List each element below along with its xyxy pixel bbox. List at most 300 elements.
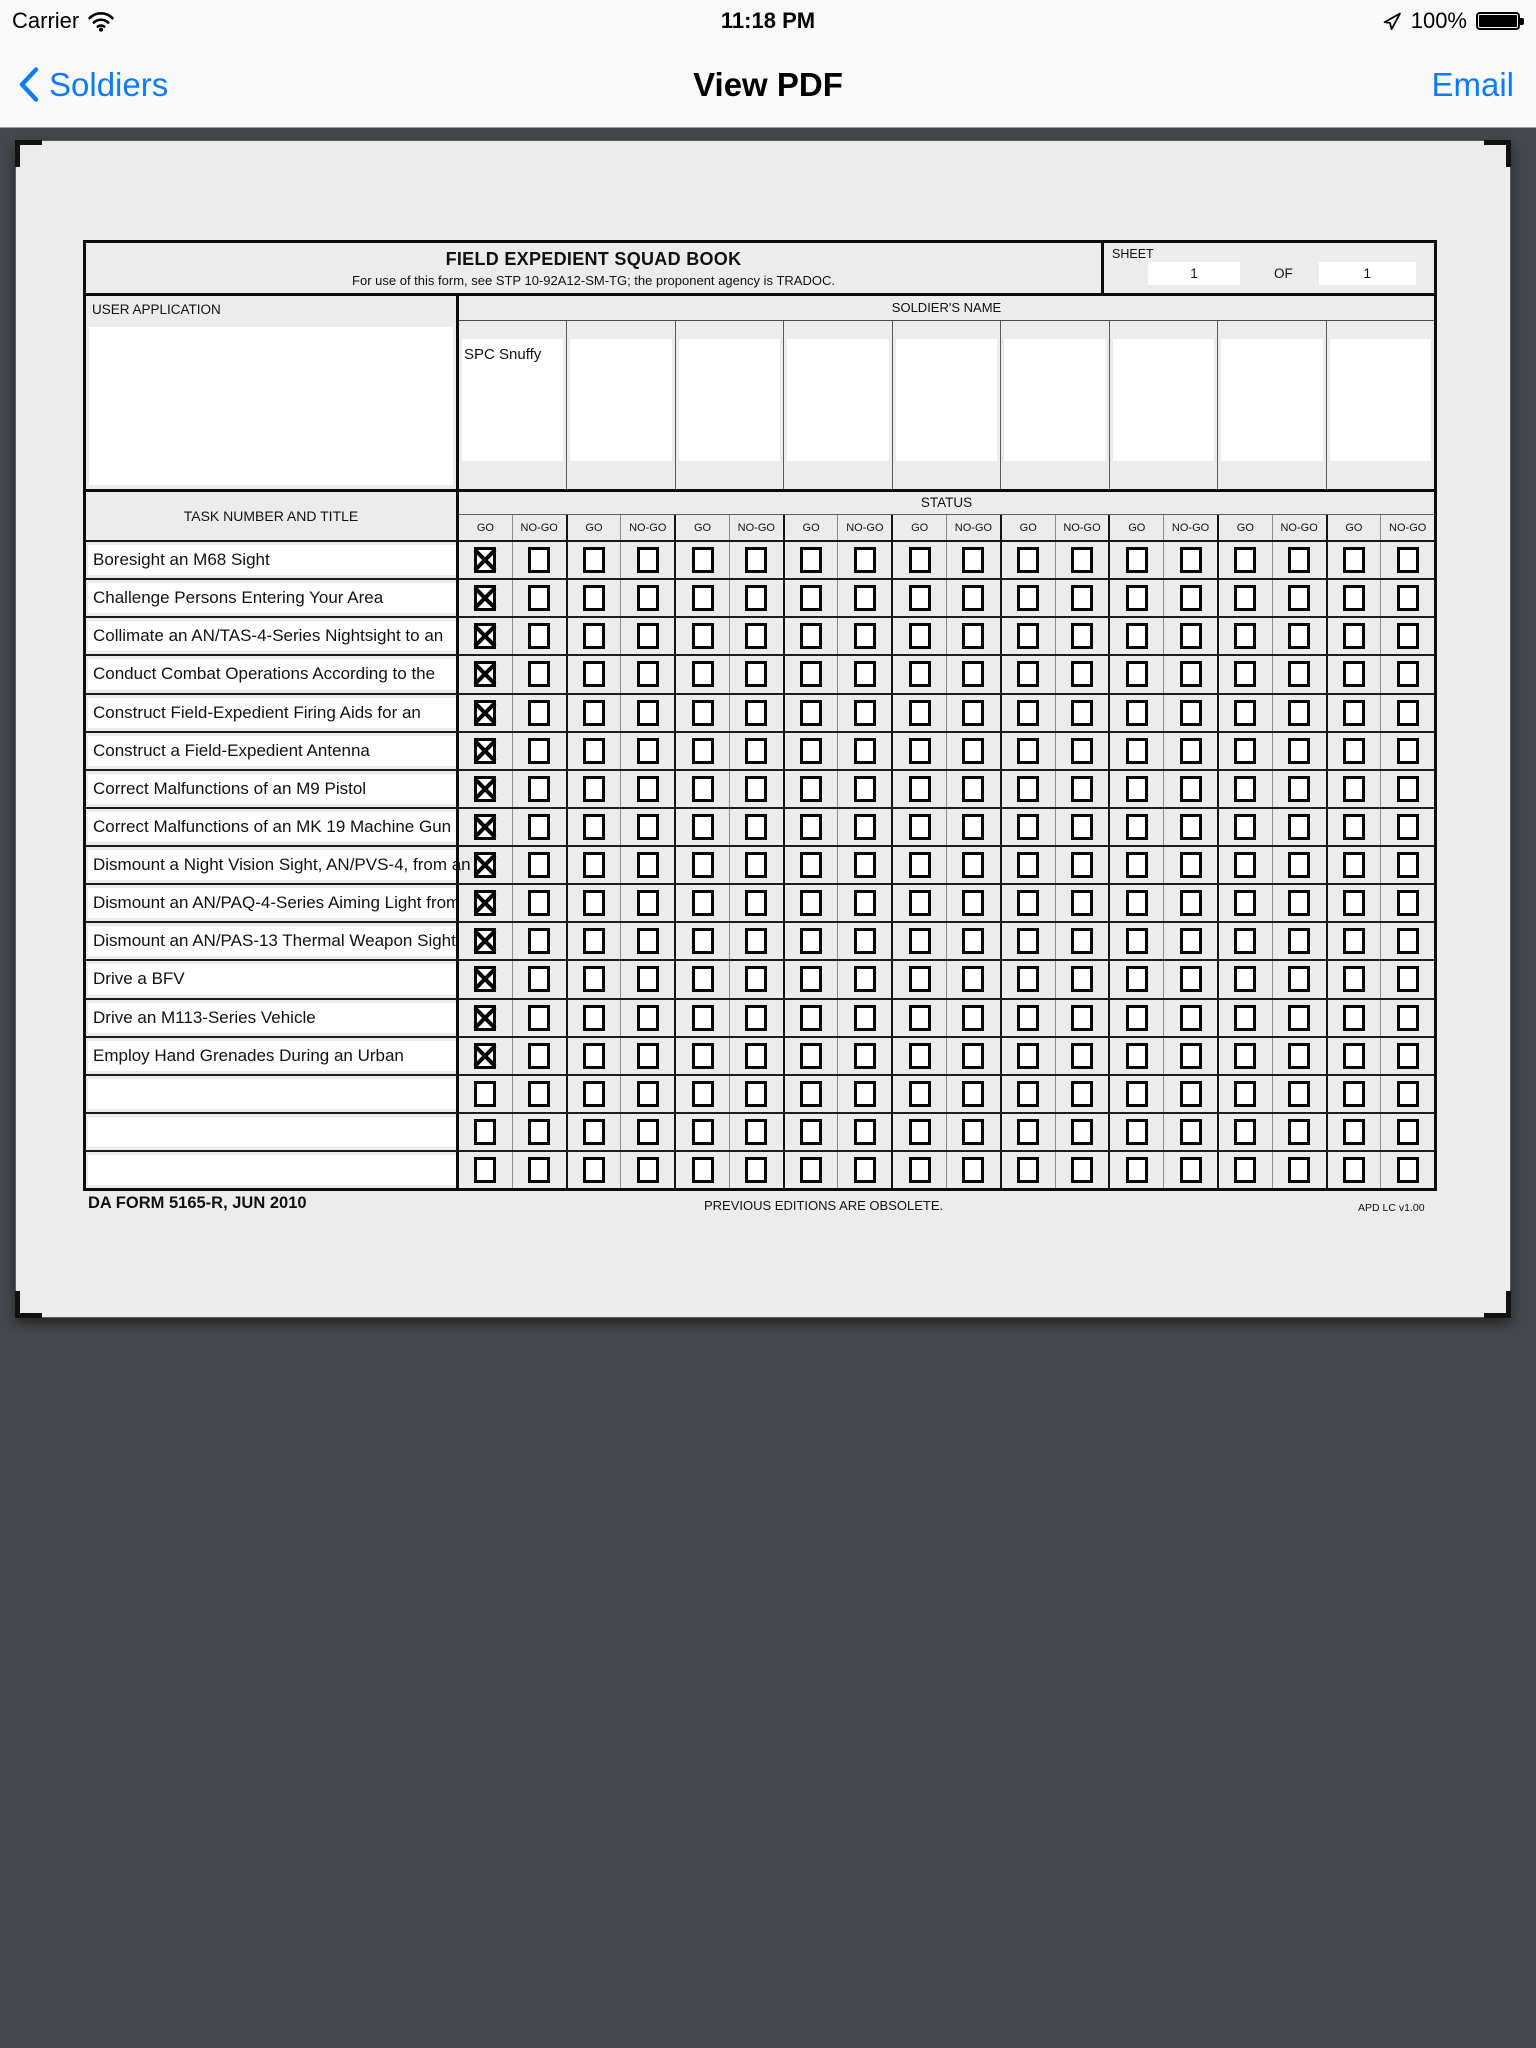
go-checkbox[interactable] — [1017, 966, 1039, 992]
go-checkbox[interactable] — [692, 585, 714, 611]
no-go-checkbox[interactable] — [1397, 890, 1419, 916]
no-go-checkbox[interactable] — [1180, 814, 1202, 840]
no-go-checkbox[interactable] — [1180, 852, 1202, 878]
email-button[interactable]: Email — [1431, 65, 1514, 103]
go-checkbox[interactable] — [1343, 1081, 1365, 1107]
no-go-checkbox[interactable] — [962, 776, 984, 802]
go-checkbox[interactable] — [800, 1119, 822, 1145]
no-go-checkbox[interactable] — [745, 623, 767, 649]
no-go-checkbox[interactable] — [637, 738, 659, 764]
go-checkbox[interactable] — [474, 966, 496, 992]
go-checkbox[interactable] — [800, 814, 822, 840]
task-title-field[interactable]: Dismount an AN/PAQ-4-Series Aiming Light from — [88, 888, 456, 918]
no-go-checkbox[interactable] — [1397, 1157, 1419, 1183]
no-go-checkbox[interactable] — [1180, 661, 1202, 687]
no-go-checkbox[interactable] — [854, 1005, 876, 1031]
no-go-checkbox[interactable] — [745, 585, 767, 611]
go-checkbox[interactable] — [1126, 738, 1148, 764]
no-go-checkbox[interactable] — [1180, 928, 1202, 954]
no-go-checkbox[interactable] — [1180, 890, 1202, 916]
go-checkbox[interactable] — [474, 890, 496, 916]
task-title-field[interactable]: Employ Hand Grenades During an Urban — [88, 1041, 456, 1071]
go-checkbox[interactable] — [692, 547, 714, 573]
go-checkbox[interactable] — [1126, 1043, 1148, 1069]
no-go-checkbox[interactable] — [854, 1119, 876, 1145]
no-go-checkbox[interactable] — [1397, 661, 1419, 687]
task-title-field[interactable]: Drive an M113-Series Vehicle — [88, 1003, 456, 1033]
task-title-field[interactable]: Conduct Combat Operations According to the — [88, 659, 456, 689]
go-checkbox[interactable] — [909, 700, 931, 726]
no-go-checkbox[interactable] — [1071, 547, 1093, 573]
go-checkbox[interactable] — [692, 1119, 714, 1145]
soldier-name-field[interactable] — [787, 339, 888, 461]
go-checkbox[interactable] — [474, 1005, 496, 1031]
go-checkbox[interactable] — [1234, 814, 1256, 840]
go-checkbox[interactable] — [909, 928, 931, 954]
go-checkbox[interactable] — [800, 890, 822, 916]
no-go-checkbox[interactable] — [1397, 585, 1419, 611]
go-checkbox[interactable] — [1126, 1081, 1148, 1107]
no-go-checkbox[interactable] — [962, 1043, 984, 1069]
no-go-checkbox[interactable] — [1288, 623, 1310, 649]
no-go-checkbox[interactable] — [528, 585, 550, 611]
no-go-checkbox[interactable] — [528, 661, 550, 687]
no-go-checkbox[interactable] — [745, 661, 767, 687]
go-checkbox[interactable] — [1343, 661, 1365, 687]
go-checkbox[interactable] — [909, 661, 931, 687]
go-checkbox[interactable] — [909, 1157, 931, 1183]
no-go-checkbox[interactable] — [637, 928, 659, 954]
no-go-checkbox[interactable] — [1288, 1081, 1310, 1107]
no-go-checkbox[interactable] — [854, 661, 876, 687]
no-go-checkbox[interactable] — [637, 1081, 659, 1107]
go-checkbox[interactable] — [800, 852, 822, 878]
go-checkbox[interactable] — [1126, 585, 1148, 611]
go-checkbox[interactable] — [474, 661, 496, 687]
go-checkbox[interactable] — [1126, 623, 1148, 649]
go-checkbox[interactable] — [1343, 585, 1365, 611]
no-go-checkbox[interactable] — [962, 700, 984, 726]
no-go-checkbox[interactable] — [637, 814, 659, 840]
go-checkbox[interactable] — [1017, 1043, 1039, 1069]
no-go-checkbox[interactable] — [1288, 700, 1310, 726]
no-go-checkbox[interactable] — [1397, 928, 1419, 954]
go-checkbox[interactable] — [474, 814, 496, 840]
no-go-checkbox[interactable] — [528, 738, 550, 764]
no-go-checkbox[interactable] — [854, 1043, 876, 1069]
go-checkbox[interactable] — [474, 852, 496, 878]
go-checkbox[interactable] — [1234, 700, 1256, 726]
go-checkbox[interactable] — [800, 776, 822, 802]
no-go-checkbox[interactable] — [637, 547, 659, 573]
no-go-checkbox[interactable] — [745, 547, 767, 573]
no-go-checkbox[interactable] — [637, 623, 659, 649]
no-go-checkbox[interactable] — [962, 738, 984, 764]
no-go-checkbox[interactable] — [854, 1081, 876, 1107]
no-go-checkbox[interactable] — [637, 776, 659, 802]
soldier-name-field[interactable]: SPC Snuffy — [462, 339, 563, 461]
go-checkbox[interactable] — [1343, 700, 1365, 726]
no-go-checkbox[interactable] — [1180, 966, 1202, 992]
soldier-name-field[interactable] — [1330, 339, 1431, 461]
go-checkbox[interactable] — [1126, 814, 1148, 840]
sheet-total-field[interactable]: 1 — [1319, 262, 1416, 285]
no-go-checkbox[interactable] — [745, 1157, 767, 1183]
no-go-checkbox[interactable] — [962, 852, 984, 878]
go-checkbox[interactable] — [1017, 814, 1039, 840]
go-checkbox[interactable] — [474, 585, 496, 611]
no-go-checkbox[interactable] — [1180, 1119, 1202, 1145]
no-go-checkbox[interactable] — [854, 966, 876, 992]
no-go-checkbox[interactable] — [962, 1119, 984, 1145]
go-checkbox[interactable] — [800, 1081, 822, 1107]
go-checkbox[interactable] — [1126, 1157, 1148, 1183]
no-go-checkbox[interactable] — [528, 852, 550, 878]
no-go-checkbox[interactable] — [1288, 585, 1310, 611]
no-go-checkbox[interactable] — [1071, 700, 1093, 726]
go-checkbox[interactable] — [1017, 1005, 1039, 1031]
no-go-checkbox[interactable] — [854, 738, 876, 764]
no-go-checkbox[interactable] — [637, 852, 659, 878]
go-checkbox[interactable] — [1126, 661, 1148, 687]
go-checkbox[interactable] — [1234, 1043, 1256, 1069]
go-checkbox[interactable] — [1234, 776, 1256, 802]
no-go-checkbox[interactable] — [1180, 776, 1202, 802]
no-go-checkbox[interactable] — [1071, 1043, 1093, 1069]
no-go-checkbox[interactable] — [1288, 547, 1310, 573]
no-go-checkbox[interactable] — [854, 585, 876, 611]
no-go-checkbox[interactable] — [528, 776, 550, 802]
task-title-field[interactable]: Boresight an M68 Sight — [88, 545, 456, 575]
no-go-checkbox[interactable] — [962, 928, 984, 954]
go-checkbox[interactable] — [909, 890, 931, 916]
task-title-field[interactable] — [88, 1155, 456, 1185]
go-checkbox[interactable] — [1126, 776, 1148, 802]
no-go-checkbox[interactable] — [745, 1081, 767, 1107]
no-go-checkbox[interactable] — [1071, 1081, 1093, 1107]
go-checkbox[interactable] — [1234, 661, 1256, 687]
soldier-name-field[interactable] — [1004, 339, 1105, 461]
go-checkbox[interactable] — [909, 623, 931, 649]
no-go-checkbox[interactable] — [637, 890, 659, 916]
go-checkbox[interactable] — [909, 738, 931, 764]
task-title-field[interactable]: Correct Malfunctions of an MK 19 Machine Gun — [88, 812, 456, 842]
no-go-checkbox[interactable] — [528, 1081, 550, 1107]
no-go-checkbox[interactable] — [1071, 738, 1093, 764]
no-go-checkbox[interactable] — [962, 966, 984, 992]
go-checkbox[interactable] — [1234, 623, 1256, 649]
go-checkbox[interactable] — [692, 738, 714, 764]
go-checkbox[interactable] — [909, 547, 931, 573]
go-checkbox[interactable] — [474, 1043, 496, 1069]
no-go-checkbox[interactable] — [962, 623, 984, 649]
no-go-checkbox[interactable] — [1397, 738, 1419, 764]
no-go-checkbox[interactable] — [1288, 814, 1310, 840]
go-checkbox[interactable] — [692, 776, 714, 802]
go-checkbox[interactable] — [474, 738, 496, 764]
go-checkbox[interactable] — [583, 738, 605, 764]
go-checkbox[interactable] — [800, 738, 822, 764]
no-go-checkbox[interactable] — [745, 852, 767, 878]
go-checkbox[interactable] — [909, 814, 931, 840]
no-go-checkbox[interactable] — [854, 852, 876, 878]
go-checkbox[interactable] — [692, 1005, 714, 1031]
user-application-field[interactable] — [89, 327, 453, 485]
go-checkbox[interactable] — [474, 547, 496, 573]
no-go-checkbox[interactable] — [1397, 547, 1419, 573]
pdf-page[interactable] — [15, 140, 1511, 1318]
no-go-checkbox[interactable] — [854, 890, 876, 916]
go-checkbox[interactable] — [1343, 814, 1365, 840]
no-go-checkbox[interactable] — [1397, 1043, 1419, 1069]
no-go-checkbox[interactable] — [1288, 776, 1310, 802]
go-checkbox[interactable] — [692, 1043, 714, 1069]
no-go-checkbox[interactable] — [1288, 928, 1310, 954]
go-checkbox[interactable] — [1126, 852, 1148, 878]
no-go-checkbox[interactable] — [1071, 928, 1093, 954]
no-go-checkbox[interactable] — [637, 1043, 659, 1069]
go-checkbox[interactable] — [692, 966, 714, 992]
go-checkbox[interactable] — [474, 1081, 496, 1107]
go-checkbox[interactable] — [1343, 1043, 1365, 1069]
go-checkbox[interactable] — [1343, 1119, 1365, 1145]
no-go-checkbox[interactable] — [637, 585, 659, 611]
no-go-checkbox[interactable] — [745, 814, 767, 840]
no-go-checkbox[interactable] — [1180, 585, 1202, 611]
go-checkbox[interactable] — [1234, 738, 1256, 764]
no-go-checkbox[interactable] — [528, 890, 550, 916]
no-go-checkbox[interactable] — [962, 585, 984, 611]
task-title-field[interactable]: Correct Malfunctions of an M9 Pistol — [88, 774, 456, 804]
no-go-checkbox[interactable] — [745, 928, 767, 954]
no-go-checkbox[interactable] — [528, 966, 550, 992]
go-checkbox[interactable] — [474, 700, 496, 726]
no-go-checkbox[interactable] — [962, 890, 984, 916]
go-checkbox[interactable] — [583, 1005, 605, 1031]
go-checkbox[interactable] — [583, 890, 605, 916]
go-checkbox[interactable] — [800, 623, 822, 649]
go-checkbox[interactable] — [800, 661, 822, 687]
soldier-name-field[interactable] — [679, 339, 780, 461]
sheet-number-field[interactable]: 1 — [1148, 262, 1240, 285]
no-go-checkbox[interactable] — [528, 928, 550, 954]
no-go-checkbox[interactable] — [1180, 738, 1202, 764]
no-go-checkbox[interactable] — [1288, 1043, 1310, 1069]
go-checkbox[interactable] — [1126, 890, 1148, 916]
no-go-checkbox[interactable] — [528, 547, 550, 573]
go-checkbox[interactable] — [800, 966, 822, 992]
task-title-field[interactable]: Dismount a Night Vision Sight, AN/PVS-4, from an — [88, 850, 456, 880]
no-go-checkbox[interactable] — [528, 700, 550, 726]
no-go-checkbox[interactable] — [1397, 814, 1419, 840]
go-checkbox[interactable] — [1017, 890, 1039, 916]
go-checkbox[interactable] — [583, 966, 605, 992]
no-go-checkbox[interactable] — [1071, 776, 1093, 802]
go-checkbox[interactable] — [909, 1081, 931, 1107]
go-checkbox[interactable] — [1017, 1081, 1039, 1107]
no-go-checkbox[interactable] — [1288, 661, 1310, 687]
go-checkbox[interactable] — [583, 776, 605, 802]
go-checkbox[interactable] — [1234, 547, 1256, 573]
task-title-field[interactable] — [88, 1079, 456, 1109]
no-go-checkbox[interactable] — [1397, 776, 1419, 802]
task-title-field[interactable]: Drive a BFV — [88, 964, 456, 994]
no-go-checkbox[interactable] — [854, 547, 876, 573]
go-checkbox[interactable] — [1017, 928, 1039, 954]
no-go-checkbox[interactable] — [1288, 1157, 1310, 1183]
no-go-checkbox[interactable] — [637, 661, 659, 687]
no-go-checkbox[interactable] — [745, 738, 767, 764]
go-checkbox[interactable] — [1343, 623, 1365, 649]
no-go-checkbox[interactable] — [1071, 1157, 1093, 1183]
go-checkbox[interactable] — [1343, 738, 1365, 764]
no-go-checkbox[interactable] — [745, 966, 767, 992]
soldier-name-field[interactable] — [570, 339, 671, 461]
go-checkbox[interactable] — [1234, 890, 1256, 916]
no-go-checkbox[interactable] — [962, 1157, 984, 1183]
go-checkbox[interactable] — [692, 890, 714, 916]
go-checkbox[interactable] — [800, 585, 822, 611]
go-checkbox[interactable] — [1343, 776, 1365, 802]
go-checkbox[interactable] — [909, 776, 931, 802]
go-checkbox[interactable] — [474, 623, 496, 649]
no-go-checkbox[interactable] — [1397, 1119, 1419, 1145]
no-go-checkbox[interactable] — [1071, 966, 1093, 992]
no-go-checkbox[interactable] — [1071, 852, 1093, 878]
go-checkbox[interactable] — [1017, 738, 1039, 764]
no-go-checkbox[interactable] — [1180, 1043, 1202, 1069]
no-go-checkbox[interactable] — [854, 928, 876, 954]
no-go-checkbox[interactable] — [745, 700, 767, 726]
go-checkbox[interactable] — [1343, 966, 1365, 992]
no-go-checkbox[interactable] — [1071, 1005, 1093, 1031]
go-checkbox[interactable] — [909, 1119, 931, 1145]
no-go-checkbox[interactable] — [962, 1005, 984, 1031]
go-checkbox[interactable] — [1017, 661, 1039, 687]
no-go-checkbox[interactable] — [528, 814, 550, 840]
go-checkbox[interactable] — [474, 1119, 496, 1145]
no-go-checkbox[interactable] — [528, 623, 550, 649]
go-checkbox[interactable] — [1017, 700, 1039, 726]
go-checkbox[interactable] — [1126, 1005, 1148, 1031]
no-go-checkbox[interactable] — [1180, 700, 1202, 726]
no-go-checkbox[interactable] — [745, 1119, 767, 1145]
go-checkbox[interactable] — [583, 661, 605, 687]
no-go-checkbox[interactable] — [1288, 852, 1310, 878]
go-checkbox[interactable] — [1343, 852, 1365, 878]
no-go-checkbox[interactable] — [637, 1157, 659, 1183]
go-checkbox[interactable] — [583, 1157, 605, 1183]
no-go-checkbox[interactable] — [637, 966, 659, 992]
go-checkbox[interactable] — [583, 700, 605, 726]
no-go-checkbox[interactable] — [1071, 890, 1093, 916]
no-go-checkbox[interactable] — [528, 1157, 550, 1183]
no-go-checkbox[interactable] — [854, 814, 876, 840]
go-checkbox[interactable] — [1234, 1005, 1256, 1031]
no-go-checkbox[interactable] — [962, 1081, 984, 1107]
go-checkbox[interactable] — [1017, 852, 1039, 878]
no-go-checkbox[interactable] — [1288, 966, 1310, 992]
no-go-checkbox[interactable] — [1397, 1081, 1419, 1107]
task-title-field[interactable] — [88, 1117, 456, 1147]
go-checkbox[interactable] — [800, 1157, 822, 1183]
go-checkbox[interactable] — [1234, 966, 1256, 992]
no-go-checkbox[interactable] — [1397, 1005, 1419, 1031]
go-checkbox[interactable] — [1017, 776, 1039, 802]
go-checkbox[interactable] — [474, 928, 496, 954]
no-go-checkbox[interactable] — [1071, 1119, 1093, 1145]
go-checkbox[interactable] — [1017, 547, 1039, 573]
no-go-checkbox[interactable] — [745, 776, 767, 802]
no-go-checkbox[interactable] — [1071, 814, 1093, 840]
no-go-checkbox[interactable] — [1071, 623, 1093, 649]
task-title-field[interactable]: Construct Field-Expedient Firing Aids for an — [88, 698, 456, 728]
task-title-field[interactable]: Challenge Persons Entering Your Area — [88, 583, 456, 613]
go-checkbox[interactable] — [1343, 1157, 1365, 1183]
no-go-checkbox[interactable] — [745, 890, 767, 916]
soldier-name-field[interactable] — [1221, 339, 1322, 461]
go-checkbox[interactable] — [1234, 585, 1256, 611]
go-checkbox[interactable] — [1126, 928, 1148, 954]
go-checkbox[interactable] — [1126, 1119, 1148, 1145]
no-go-checkbox[interactable] — [962, 547, 984, 573]
task-title-field[interactable]: Dismount an AN/PAS-13 Thermal Weapon Sight — [88, 926, 456, 956]
go-checkbox[interactable] — [1343, 547, 1365, 573]
no-go-checkbox[interactable] — [637, 1119, 659, 1145]
go-checkbox[interactable] — [583, 852, 605, 878]
no-go-checkbox[interactable] — [1180, 1005, 1202, 1031]
go-checkbox[interactable] — [1126, 966, 1148, 992]
go-checkbox[interactable] — [1017, 1157, 1039, 1183]
go-checkbox[interactable] — [1234, 852, 1256, 878]
no-go-checkbox[interactable] — [1180, 547, 1202, 573]
go-checkbox[interactable] — [692, 661, 714, 687]
go-checkbox[interactable] — [692, 928, 714, 954]
no-go-checkbox[interactable] — [745, 1005, 767, 1031]
no-go-checkbox[interactable] — [1397, 852, 1419, 878]
go-checkbox[interactable] — [1017, 585, 1039, 611]
no-go-checkbox[interactable] — [1397, 966, 1419, 992]
go-checkbox[interactable] — [909, 966, 931, 992]
task-title-field[interactable]: Construct a Field-Expedient Antenna — [88, 736, 456, 766]
go-checkbox[interactable] — [583, 623, 605, 649]
go-checkbox[interactable] — [692, 700, 714, 726]
no-go-checkbox[interactable] — [1288, 1005, 1310, 1031]
no-go-checkbox[interactable] — [962, 661, 984, 687]
go-checkbox[interactable] — [1017, 1119, 1039, 1145]
go-checkbox[interactable] — [1234, 1081, 1256, 1107]
no-go-checkbox[interactable] — [528, 1119, 550, 1145]
no-go-checkbox[interactable] — [854, 776, 876, 802]
go-checkbox[interactable] — [800, 547, 822, 573]
go-checkbox[interactable] — [692, 1081, 714, 1107]
no-go-checkbox[interactable] — [854, 700, 876, 726]
no-go-checkbox[interactable] — [1397, 623, 1419, 649]
no-go-checkbox[interactable] — [962, 814, 984, 840]
go-checkbox[interactable] — [1234, 1157, 1256, 1183]
go-checkbox[interactable] — [800, 1043, 822, 1069]
no-go-checkbox[interactable] — [528, 1043, 550, 1069]
soldier-name-field[interactable] — [1113, 339, 1214, 461]
go-checkbox[interactable] — [1126, 547, 1148, 573]
go-checkbox[interactable] — [800, 928, 822, 954]
no-go-checkbox[interactable] — [1071, 661, 1093, 687]
go-checkbox[interactable] — [583, 814, 605, 840]
go-checkbox[interactable] — [583, 547, 605, 573]
go-checkbox[interactable] — [800, 1005, 822, 1031]
no-go-checkbox[interactable] — [745, 1043, 767, 1069]
go-checkbox[interactable] — [1343, 890, 1365, 916]
